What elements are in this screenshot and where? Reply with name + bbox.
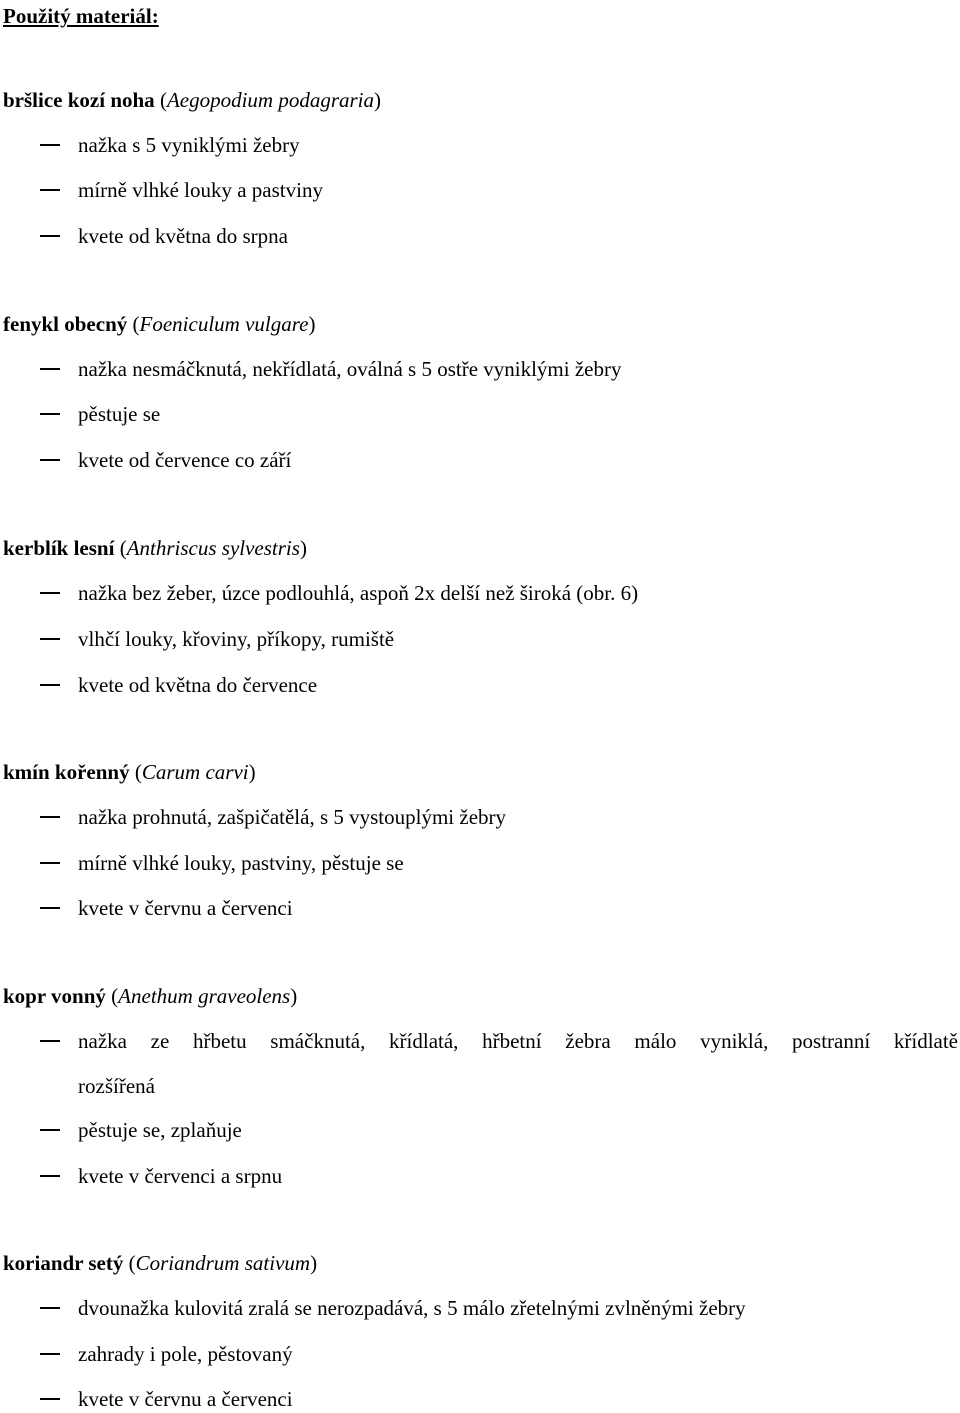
species-latin-name: Coriandrum sativum: [135, 1251, 311, 1275]
dash-bullet-icon: [40, 459, 60, 461]
dash-bullet-icon: [40, 235, 60, 237]
dash-bullet-icon: [40, 638, 60, 640]
species-latin-name: Carum carvi: [141, 760, 249, 784]
list-item-text: kvete v červnu a červenci: [78, 1387, 293, 1411]
species-title: bršlice kozí noha (Aegopodium podagraria): [3, 88, 382, 112]
species-common-name: kmín kořenný: [3, 760, 130, 784]
list-item-text: kvete v červnu a červenci: [78, 896, 293, 920]
list-item-text: mírně vlhké louky, pastviny, pěstuje se: [78, 851, 404, 875]
dash-bullet-icon: [40, 368, 60, 370]
list-item-text: nažka ze hřbetu smáčknutá, křídlatá, hřbetní žebra málo vyniklá, postranní křídlatě: [78, 1029, 958, 1053]
species-latin-name: Aegopodium podagraria: [166, 88, 375, 112]
dash-bullet-icon: [40, 1040, 60, 1042]
list-item-text: vlhčí louky, křoviny, příkopy, rumiště: [78, 627, 395, 651]
dash-bullet-icon: [40, 816, 60, 818]
dash-bullet-icon: [40, 907, 60, 909]
list-item-text-continuation: rozšířená: [78, 1074, 155, 1098]
list-item-text: pěstuje se, zplaňuje: [78, 1118, 242, 1142]
species-title: kerblík lesní (Anthriscus sylvestris): [3, 536, 307, 560]
species-common-name: koriandr setý: [3, 1251, 124, 1275]
dash-bullet-icon: [40, 144, 60, 146]
list-item-text: kvete od května do srpna: [78, 224, 288, 248]
dash-bullet-icon: [40, 1353, 60, 1355]
species-common-name: fenykl obecný: [3, 312, 128, 336]
list-item-text: pěstuje se: [78, 402, 161, 426]
page-heading: Použitý materiál:: [3, 4, 159, 28]
list-item-text: dvounažka kulovitá zralá se nerozpadává, s 5 málo zřetelnými zvlněnými žebry: [78, 1296, 746, 1320]
species-common-name: bršlice kozí noha: [3, 88, 155, 112]
list-item-text: zahrady i pole, pěstovaný: [78, 1342, 293, 1366]
dash-bullet-icon: [40, 862, 60, 864]
species-latin-name: Foeniculum vulgare: [139, 312, 309, 336]
list-item-text: kvete od května do července: [78, 673, 318, 697]
dash-bullet-icon: [40, 684, 60, 686]
species-title: koriandr setý (Coriandrum sativum): [3, 1251, 318, 1275]
dash-bullet-icon: [40, 1129, 60, 1131]
list-item-text: kvete v červenci a srpnu: [78, 1164, 283, 1188]
list-item-text: kvete od července co září: [78, 448, 292, 472]
species-common-name: kerblík lesní: [3, 536, 115, 560]
dash-bullet-icon: [40, 1175, 60, 1177]
list-item-text: nažka prohnutá, zašpičatělá, s 5 vystouplými žebry: [78, 805, 507, 829]
species-title: kopr vonný (Anethum graveolens): [3, 984, 298, 1008]
dash-bullet-icon: [40, 413, 60, 415]
list-item-text: mírně vlhké louky a pastviny: [78, 178, 323, 202]
species-common-name: kopr vonný: [3, 984, 106, 1008]
list-item-text: nažka bez žeber, úzce podlouhlá, aspoň 2x delší než široká (obr. 6): [78, 581, 639, 605]
species-title: fenykl obecný (Foeniculum vulgare): [3, 312, 316, 336]
dash-bullet-icon: [40, 592, 60, 594]
species-latin-name: Anethum graveolens: [118, 984, 291, 1008]
dash-bullet-icon: [40, 1307, 60, 1309]
list-item-text: nažka s 5 vyniklými žebry: [78, 133, 300, 157]
dash-bullet-icon: [40, 1398, 60, 1400]
species-title: kmín kořenný (Carum carvi): [3, 760, 256, 784]
list-item-text: nažka nesmáčknutá, nekřídlatá, oválná s 5 ostře vyniklými žebry: [78, 357, 622, 381]
species-latin-name: Anthriscus sylvestris: [126, 536, 300, 560]
dash-bullet-icon: [40, 189, 60, 191]
